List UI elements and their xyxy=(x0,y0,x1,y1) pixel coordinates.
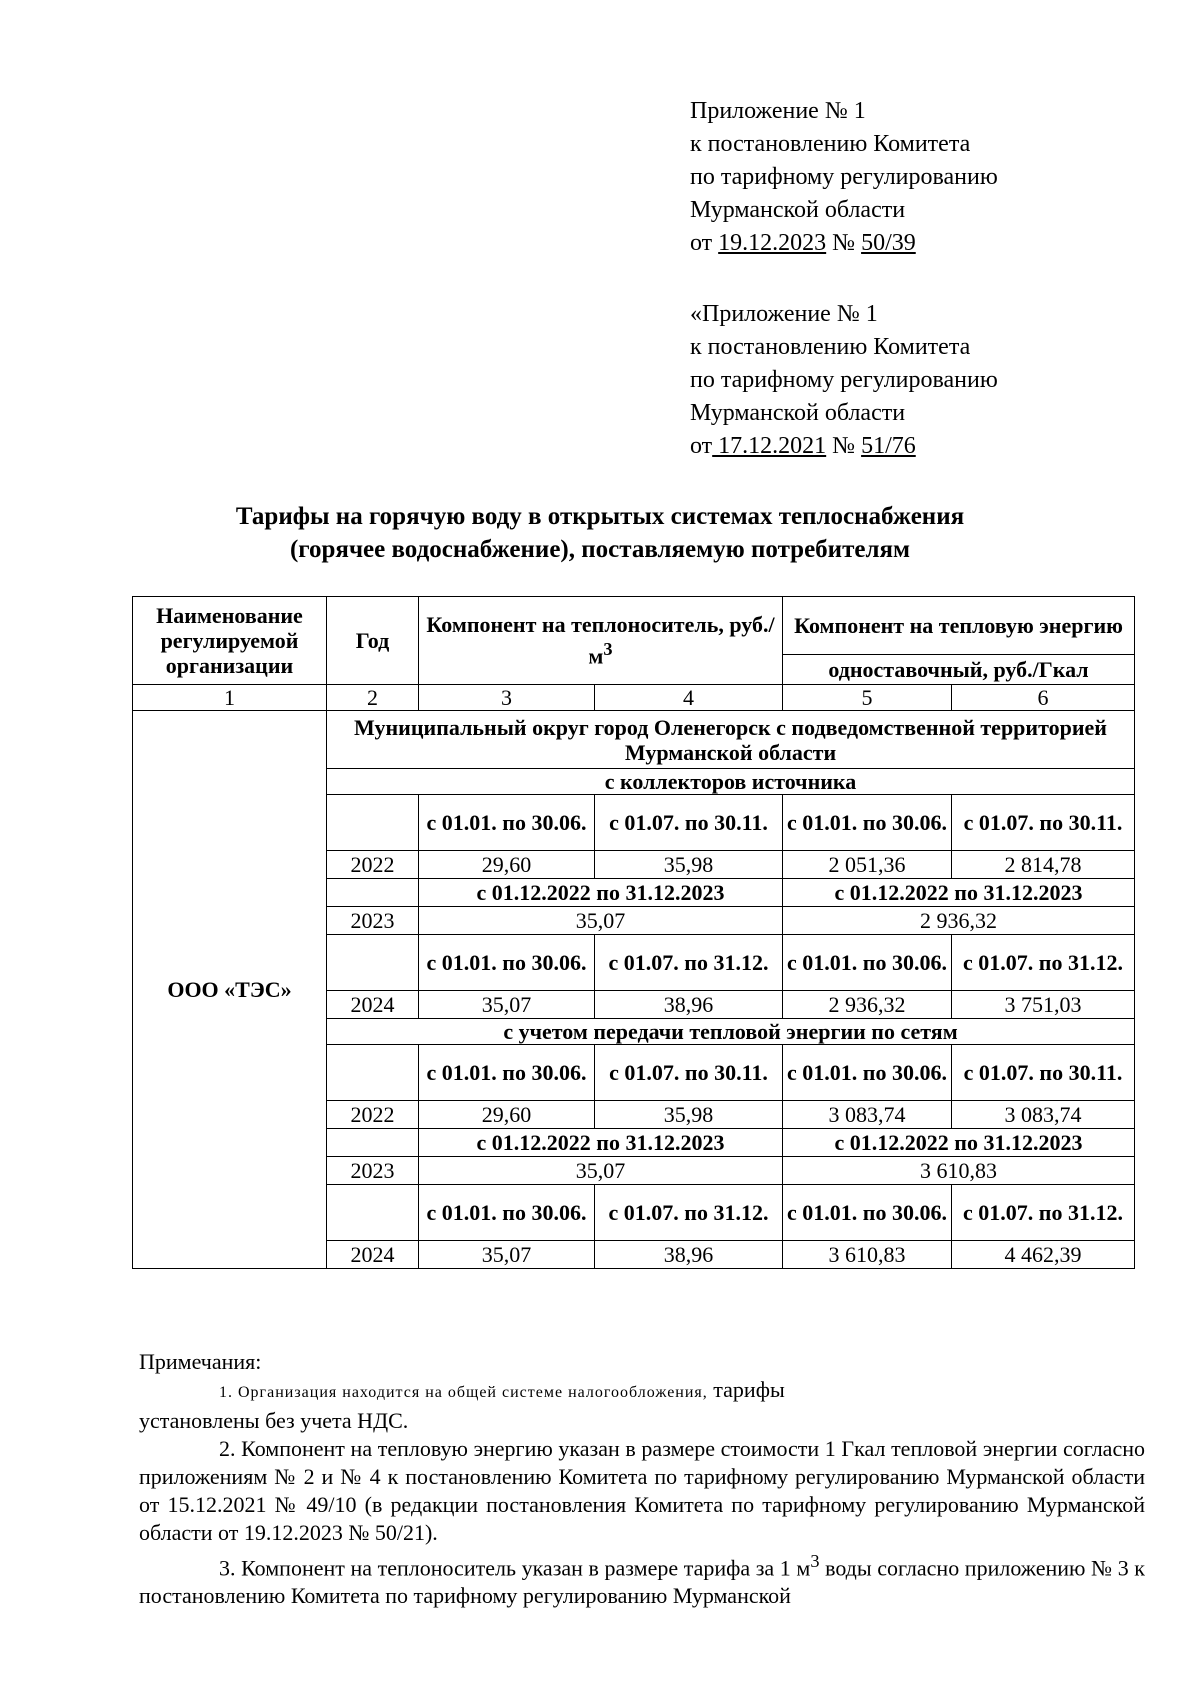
value-cell: 35,07 xyxy=(419,1241,595,1269)
value-cell: 35,98 xyxy=(595,1101,783,1129)
header-organization: Наименование регулируемой организации xyxy=(133,597,327,685)
period-cell: с 01.01. по 30.06. xyxy=(419,795,595,851)
header-energy-sub: одноставочный, руб./Гкал xyxy=(783,655,1135,685)
empty-year-cell xyxy=(327,879,419,907)
appendix-line: к постановлению Комитета xyxy=(690,334,971,360)
appendix-date-line xyxy=(690,227,998,260)
appendix-date-prefix: от xyxy=(690,433,713,459)
appendix-date: 19.12.2023 xyxy=(718,230,827,256)
value-cell: 35,07 xyxy=(419,1157,783,1185)
note-3-text-continued: воды согласно приложению № 3 к постановлению Комитета по тарифному регулированию Мурманской xyxy=(139,1555,1145,1609)
note-1 xyxy=(139,1376,1145,1407)
year-cell: 2022 xyxy=(327,851,419,879)
period-cell: с 01.12.2022 по 31.12.2023 xyxy=(419,1129,783,1157)
period-cell: с 01.01. по 30.06. xyxy=(783,795,952,851)
period-cell: с 01.01. по 30.06. xyxy=(419,1185,595,1241)
period-cell: с 01.01. по 30.06. xyxy=(783,935,952,991)
appendix-line: по тарифному регулированию xyxy=(690,367,998,393)
appendix-number: 50/39 xyxy=(861,230,916,256)
value-cell: 3 751,03 xyxy=(952,991,1135,1019)
appendix-line: «Приложение № 1 xyxy=(690,301,878,327)
period-cell: с 01.07. по 30.11. xyxy=(595,1045,783,1101)
note-3 xyxy=(139,1547,1145,1610)
column-number: 2 xyxy=(327,685,419,711)
period-cell: с 01.07. по 31.12. xyxy=(595,935,783,991)
empty-year-cell xyxy=(327,1185,419,1241)
note-1-tail: тарифы xyxy=(707,1377,785,1402)
appendix-number-sign: № xyxy=(826,433,862,459)
year-cell: 2024 xyxy=(327,991,419,1019)
value-cell: 2 051,36 xyxy=(783,851,952,879)
note-1-continued: установлены без учета НДС. xyxy=(139,1408,409,1433)
value-cell: 38,96 xyxy=(595,991,783,1019)
header-carrier xyxy=(419,597,783,685)
value-cell: 3 083,74 xyxy=(783,1101,952,1129)
period-cell: с 01.07. по 31.12. xyxy=(595,1185,783,1241)
document-title xyxy=(130,500,1070,566)
period-cell: с 01.07. по 30.11. xyxy=(595,795,783,851)
value-cell: 35,07 xyxy=(419,991,595,1019)
period-cell: с 01.01. по 30.06. xyxy=(783,1045,952,1101)
period-cell: с 01.01. по 30.06. xyxy=(419,1045,595,1101)
value-cell: 3 610,83 xyxy=(783,1241,952,1269)
territory-row: Муниципальный округ город Оленегорск с подведомственной территорией Мурманской области xyxy=(327,711,1135,769)
appendix-header-current xyxy=(690,95,998,260)
notes-section xyxy=(139,1348,1145,1610)
organization-name: ООО «ТЭС» xyxy=(133,711,327,1269)
period-cell: с 01.07. по 30.11. xyxy=(952,795,1135,851)
note-1-head: 1. Организация находится на общей системе налогообложения, xyxy=(219,1384,708,1401)
value-cell: 35,98 xyxy=(595,851,783,879)
appendix-date-line xyxy=(690,430,998,463)
appendix-header-prior xyxy=(690,298,998,463)
appendix-line: Приложение № 1 xyxy=(690,98,866,124)
title-line: Тарифы на горячую воду в открытых системах теплоснабжения xyxy=(235,503,965,530)
value-cell: 35,07 xyxy=(419,907,783,935)
period-cell: с 01.07. по 31.12. xyxy=(952,935,1135,991)
appendix-line: по тарифному регулированию xyxy=(690,164,998,190)
value-cell: 29,60 xyxy=(419,1101,595,1129)
appendix-date: 17.12.2021 xyxy=(712,433,827,459)
header-year: Год xyxy=(327,597,419,685)
appendix-date-prefix: от xyxy=(690,230,719,256)
period-cell: с 01.07. по 30.11. xyxy=(952,1045,1135,1101)
title-line: (горячее водоснабжение), поставляемую потребителям xyxy=(289,536,911,563)
empty-year-cell xyxy=(327,935,419,991)
year-cell: 2022 xyxy=(327,1101,419,1129)
appendix-line: Мурманской области xyxy=(690,400,906,426)
note-3-text: 3. Компонент на теплоноситель указан в размере тарифа за 1 м xyxy=(219,1555,811,1581)
note-3-sup: 3 xyxy=(810,1551,820,1571)
header-energy: Компонент на тепловую энергию xyxy=(783,597,1135,655)
period-cell: с 01.12.2022 по 31.12.2023 xyxy=(783,879,1135,907)
period-cell: с 01.12.2022 по 31.12.2023 xyxy=(419,879,783,907)
value-cell: 4 462,39 xyxy=(952,1241,1135,1269)
period-cell: с 01.01. по 30.06. xyxy=(783,1185,952,1241)
year-cell: 2024 xyxy=(327,1241,419,1269)
tariff-table xyxy=(132,596,1135,1269)
empty-year-cell xyxy=(327,1045,419,1101)
empty-year-cell xyxy=(327,1129,419,1157)
notes-heading: Примечания: xyxy=(139,1349,262,1374)
section-source-label: с коллекторов источника xyxy=(327,769,1135,795)
value-cell: 2 814,78 xyxy=(952,851,1135,879)
period-cell: с 01.07. по 31.12. xyxy=(952,1185,1135,1241)
period-cell: с 01.01. по 30.06. xyxy=(419,935,595,991)
appendix-line: к постановлению Комитета xyxy=(690,131,971,157)
empty-year-cell xyxy=(327,795,419,851)
year-cell: 2023 xyxy=(327,907,419,935)
note-2: 2. Компонент на тепловую энергию указан в размере стоимости 1 Гкал тепловой энергии согласно приложениям № 2 и № 4 к постановлению Комитета по тарифному регулированию Мурманской области от 15.12.2021 № 49/10 (в редакции постановления Комитета по тарифному регулированию Мурманской области от 19.12.2023 № 50/21). xyxy=(139,1436,1145,1545)
value-cell: 29,60 xyxy=(419,851,595,879)
value-cell: 38,96 xyxy=(595,1241,783,1269)
period-cell: с 01.12.2022 по 31.12.2023 xyxy=(783,1129,1135,1157)
appendix-number: 51/76 xyxy=(861,433,916,459)
column-number: 5 xyxy=(783,685,952,711)
appendix-line: Мурманской области xyxy=(690,197,906,223)
column-number: 4 xyxy=(595,685,783,711)
column-number: 6 xyxy=(952,685,1135,711)
column-number: 3 xyxy=(419,685,595,711)
appendix-number-sign: № xyxy=(826,230,862,256)
header-carrier-sup: 3 xyxy=(603,639,613,660)
value-cell: 2 936,32 xyxy=(783,907,1135,935)
section-network-label: с учетом передачи тепловой энергии по сетям xyxy=(327,1019,1135,1045)
value-cell: 3 610,83 xyxy=(783,1157,1135,1185)
year-cell: 2023 xyxy=(327,1157,419,1185)
value-cell: 3 083,74 xyxy=(952,1101,1135,1129)
header-carrier-text: Компонент на теплоноситель, руб./м xyxy=(426,612,775,669)
column-number: 1 xyxy=(133,685,327,711)
value-cell: 2 936,32 xyxy=(783,991,952,1019)
